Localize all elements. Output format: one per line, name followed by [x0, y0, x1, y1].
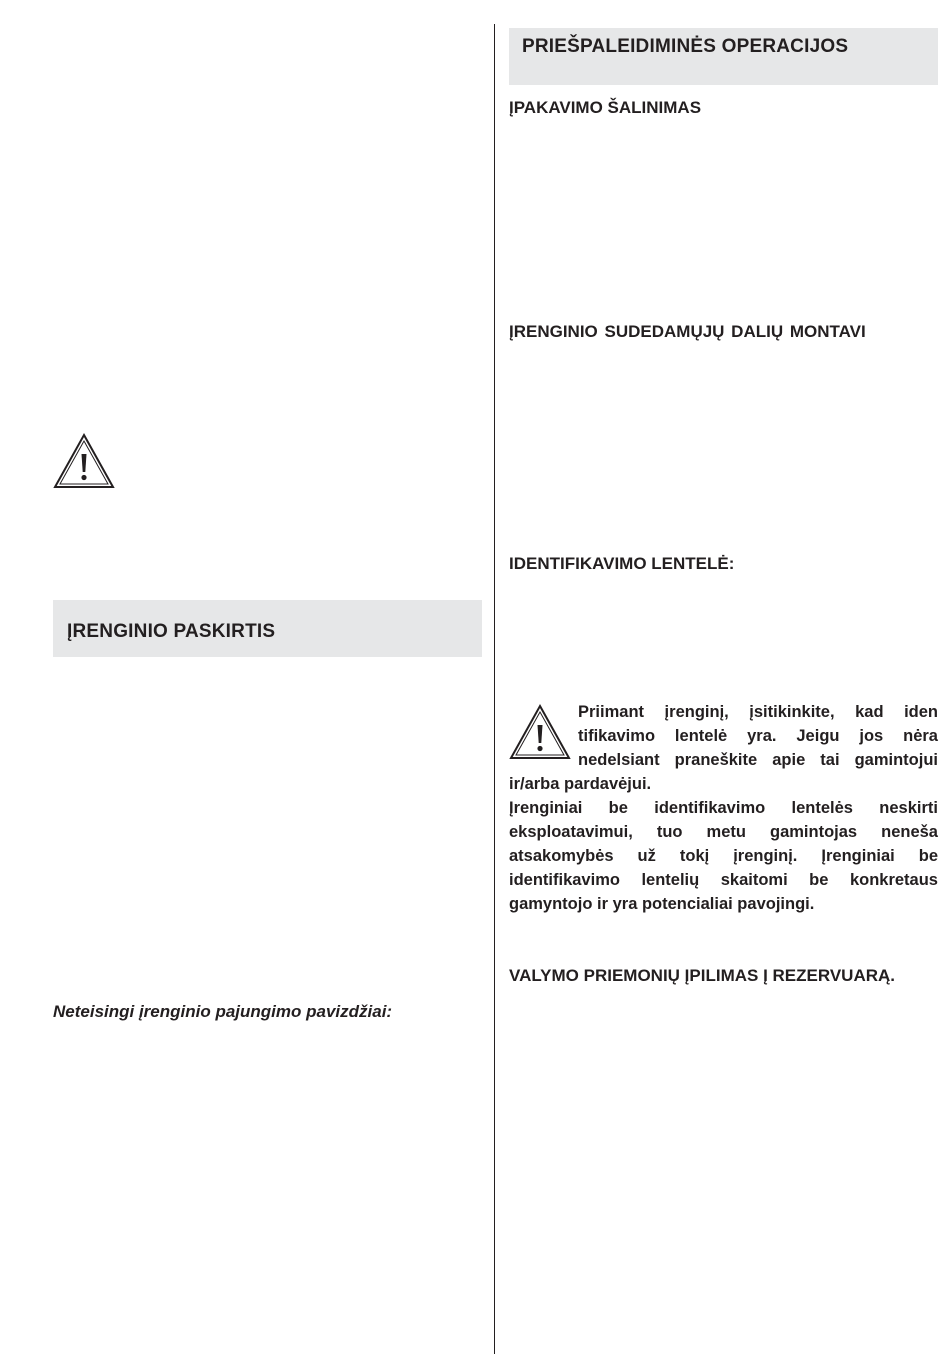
- section-banner-purpose: [53, 600, 482, 657]
- notice-line: eksploatavimui, tuo metu gamintojas neneša: [509, 823, 938, 841]
- notice-line: atsakomybės už tokį įrenginį. Įrenginiai be: [509, 847, 938, 865]
- section-title: PRIEŠPALEIDIMINĖS OPERACIJOS: [522, 36, 849, 57]
- column-divider: [494, 24, 495, 1354]
- notice-line: gamyntojo ir yra potencialiai pavojingi.: [509, 895, 815, 913]
- warning-triangle-icon: [508, 703, 572, 761]
- warning-triangle-icon: [52, 432, 116, 490]
- identification-plate-notice-continued: [509, 772, 938, 916]
- notice-line: ir/arba pardavėjui.: [509, 775, 652, 793]
- notice-line: nedelsiant praneškite apie tai gamintojui: [578, 751, 938, 769]
- section-title: ĮRENGINIO PASKIRTIS: [67, 621, 276, 642]
- notice-line: tifikavimo lentelė yra. Jeigu jos nėra: [578, 727, 938, 745]
- notice-line: Įrenginiai be identifikavimo lentelės neskirti: [509, 799, 938, 817]
- heading-unpacking: ĮPAKAVIMO ŠALINIMAS: [509, 98, 702, 117]
- heading-assembly: ĮRENGINIO SUDEDAMŲJŲ DALIŲ MONTAVI: [509, 322, 866, 341]
- section-banner-pre-start: [509, 28, 938, 85]
- heading-cleaning-agents: VALYMO PRIEMONIŲ ĮPILIMAS Į REZERVUARĄ.: [509, 966, 896, 985]
- heading-identification-plate: IDENTIFIKAVIMO LENTELĖ:: [509, 554, 735, 573]
- incorrect-connection-caption: Neteisingi įrenginio pajungimo pavizdžiai:: [53, 1002, 393, 1021]
- notice-line: Priimant įrenginį, įsitikinkite, kad iden: [578, 703, 938, 721]
- notice-line: identifikavimo lentelių skaitomi be konkretaus: [509, 871, 938, 889]
- identification-plate-notice: [578, 700, 938, 772]
